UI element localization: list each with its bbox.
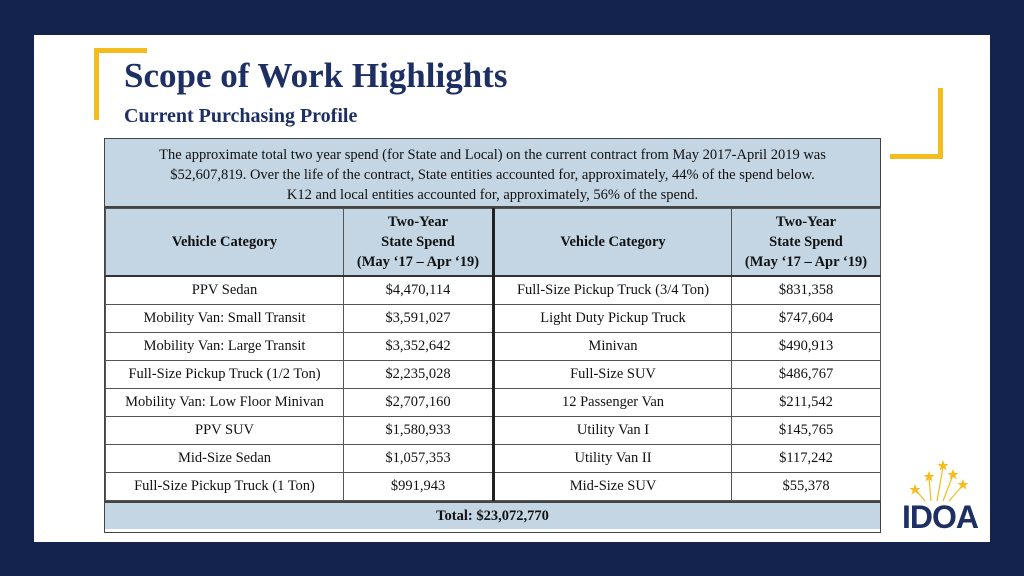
table-row — [106, 445, 881, 473]
table-row — [106, 417, 881, 445]
cell-spend: $2,235,028 — [344, 361, 494, 389]
intro-paragraph — [105, 139, 880, 208]
cell-category: Mobility Van: Large Transit — [106, 333, 344, 361]
cell-category: PPV SUV — [106, 417, 344, 445]
cell-category: Mid-Size SUV — [494, 473, 732, 501]
cell-spend: $211,542 — [732, 389, 881, 417]
cell-spend: $991,943 — [344, 473, 494, 501]
page-subtitle: Current Purchasing Profile — [124, 105, 358, 127]
cell-spend: $2,707,160 — [344, 389, 494, 417]
bracket-decoration-bottom-right-horizontal — [890, 154, 943, 159]
cell-spend: $490,913 — [732, 333, 881, 361]
cell-spend: $1,057,353 — [344, 445, 494, 473]
header-vehicle-category-2: Vehicle Category — [494, 209, 732, 277]
intro-line: The approximate total two year spend (for State and Local) on the current contract from May 2017-April 2019 was — [159, 147, 826, 163]
table-row — [106, 361, 881, 389]
cell-category: Full-Size Pickup Truck (3/4 Ton) — [494, 276, 732, 305]
cell-category: Mid-Size Sedan — [106, 445, 344, 473]
table-row — [106, 473, 881, 501]
cell-category: Utility Van II — [494, 445, 732, 473]
table-row — [106, 305, 881, 333]
bracket-decoration-top-left — [94, 48, 99, 120]
stars-icon — [895, 455, 985, 505]
bracket-decoration-bottom-right — [938, 88, 943, 159]
cell-spend: $486,767 — [732, 361, 881, 389]
cell-spend: $55,378 — [732, 473, 881, 501]
table-header-row — [106, 209, 881, 277]
cell-category: PPV Sedan — [106, 276, 344, 305]
table-row — [106, 276, 881, 305]
table-row — [106, 389, 881, 417]
intro-line: $52,607,819. Over the life of the contract, State entities accounted for, approximately, 44% of the spend below. — [170, 167, 815, 183]
cell-spend: $3,352,642 — [344, 333, 494, 361]
cell-spend: $1,580,933 — [344, 417, 494, 445]
cell-category: Mobility Van: Low Floor Minivan — [106, 389, 344, 417]
intro-line: K12 and local entities accounted for, approximately, 56% of the spend. — [286, 187, 699, 203]
table-row — [106, 333, 881, 361]
cell-spend: $831,358 — [732, 276, 881, 305]
header-state-spend: Two-Year State Spend (May ‘17 – Apr ‘19) — [344, 209, 494, 277]
cell-spend: $145,765 — [732, 417, 881, 445]
page-title: Scope of Work Highlights — [124, 56, 508, 95]
spend-table — [105, 208, 881, 501]
cell-spend: $117,242 — [732, 445, 881, 473]
cell-category: Minivan — [494, 333, 732, 361]
cell-category: Mobility Van: Small Transit — [106, 305, 344, 333]
header-vehicle-category: Vehicle Category — [106, 209, 344, 277]
cell-category: Full-Size Pickup Truck (1 Ton) — [106, 473, 344, 501]
cell-category: Light Duty Pickup Truck — [494, 305, 732, 333]
header-state-spend-2: Two-Year State Spend (May ‘17 – Apr ‘19) — [732, 209, 881, 277]
cell-category: Utility Van I — [494, 417, 732, 445]
cell-category: Full-Size Pickup Truck (1/2 Ton) — [106, 361, 344, 389]
cell-spend: $3,591,027 — [344, 305, 494, 333]
spend-table-container — [104, 138, 881, 533]
cell-category: 12 Passenger Van — [494, 389, 732, 417]
logo-text: IDOA — [902, 499, 978, 535]
bracket-decoration-top-left-horizontal — [94, 48, 147, 53]
total-row: Total: $23,072,770 — [105, 501, 880, 529]
cell-spend: $747,604 — [732, 305, 881, 333]
idoa-logo — [895, 455, 985, 535]
cell-category: Full-Size SUV — [494, 361, 732, 389]
cell-spend: $4,470,114 — [344, 276, 494, 305]
